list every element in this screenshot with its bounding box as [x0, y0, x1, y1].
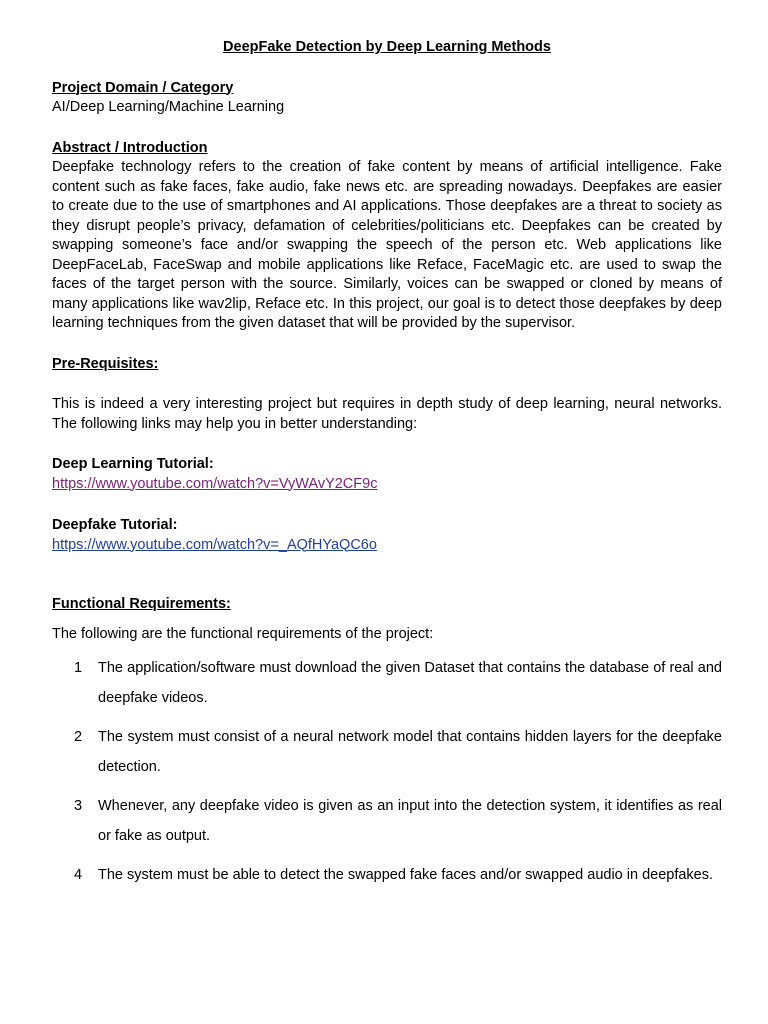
list-item	[52, 723, 722, 782]
deep-learning-tutorial-label: Deep Learning Tutorial:	[52, 456, 214, 472]
functional-requirements-list	[52, 654, 722, 891]
list-item-number: 4	[74, 867, 83, 883]
list-item	[52, 792, 722, 851]
list-item-text: The system must consist of a neural network model that contains hidden layers for the deepfake detection.	[98, 729, 722, 775]
list-item	[52, 861, 722, 891]
abstract-text: Deepfake technology refers to the creation of fake content by means of artificial intelligence. Fake content such as fake faces, fake audio, fake news etc. are spreading nowadays. Deepfakes are easier to create due to the use of smartphones and AI applications. Those deepfakes are a threat to society as they disrupt people’s privacy, defamation of celebrities/politicians etc. Deepfakes can be created by swapping someone’s face and/or swapping the speech of the person etc. Web applications like DeepFaceLab, FaceSwap and mobile applications like Reface, FaceMagic etc. are used to swap the faces of the target person with the source. Similarly, voices can be swapped or cloned by means of many applications like wav2lip, Reface etc. In this project, our goal is to detect those deepfakes by deep learning techniques from the given dataset that will be provided by the supervisor.	[52, 159, 722, 331]
functional-requirements-heading: Functional Requirements:	[52, 596, 231, 612]
list-item-number: 3	[74, 798, 83, 814]
list-item-number: 2	[74, 729, 83, 745]
project-domain-value: AI/Deep Learning/Machine Learning	[52, 99, 285, 115]
list-item-text: The application/software must download the given Dataset that contains the database of real and deepfake videos.	[98, 660, 722, 706]
document-title: DeepFake Detection by Deep Learning Methods	[223, 39, 551, 55]
list-item-number: 1	[74, 660, 83, 676]
prerequisites-heading: Pre-Requisites:	[52, 355, 159, 372]
list-item-text: Whenever, any deepfake video is given as an input into the detection system, it identifies as real or fake as output.	[98, 798, 722, 844]
list-item-text: The system must be able to detect the swapped fake faces and/or swapped audio in deepfakes.	[98, 867, 714, 883]
deep-learning-tutorial-link[interactable]: https://www.youtube.com/watch?v=VyWAvY2CF9c	[52, 475, 378, 492]
deepfake-tutorial-label: Deepfake Tutorial:	[52, 517, 178, 533]
functional-requirements-intro: The following are the functional requirements of the project:	[52, 625, 434, 642]
prerequisites-text: This is indeed a very interesting project but requires in depth study of deep learning, neural networks. The following links may help you in better understanding:	[52, 396, 722, 432]
abstract-heading: Abstract / Introduction	[52, 139, 208, 156]
document-page	[52, 38, 722, 901]
project-domain-heading: Project Domain / Category	[52, 79, 234, 96]
deepfake-tutorial-link[interactable]: https://www.youtube.com/watch?v=_AQfHYaQC6o	[52, 536, 377, 553]
list-item	[52, 654, 722, 713]
